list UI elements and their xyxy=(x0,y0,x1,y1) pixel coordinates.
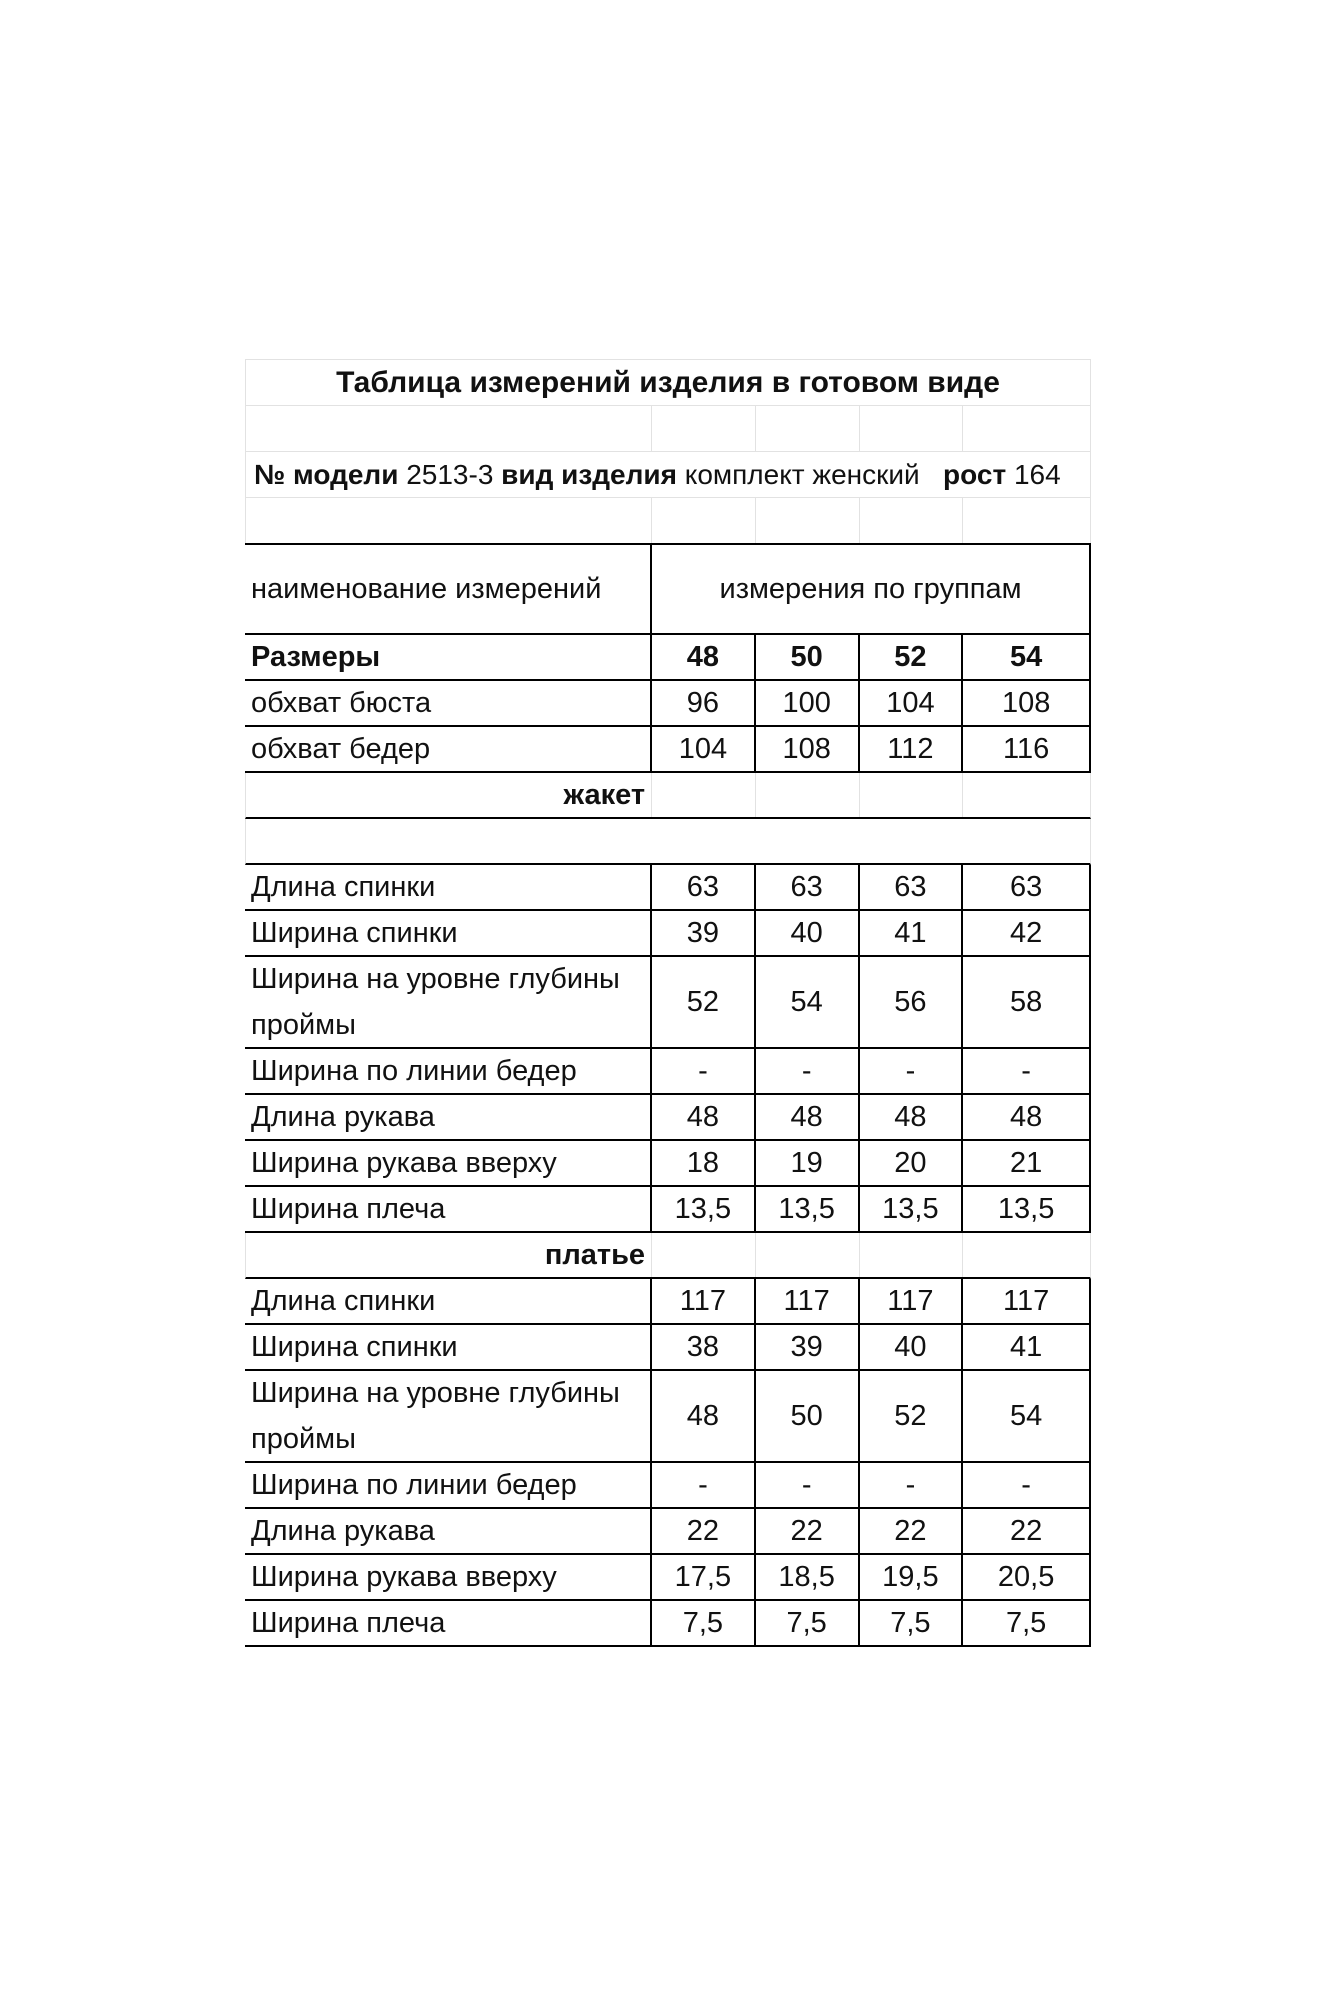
jacket-row xyxy=(245,1049,1091,1095)
value-cell: 104 xyxy=(858,681,962,725)
value-cell: 52 xyxy=(858,1371,962,1461)
value-cell: 63 xyxy=(858,865,962,909)
jacket-row xyxy=(245,957,1091,1049)
model-label: № модели xyxy=(254,458,399,490)
row-label: Длина спинки xyxy=(251,1284,436,1317)
value-cell: 117 xyxy=(754,1279,858,1323)
value-cell: 104 xyxy=(650,727,754,771)
value-cell: - xyxy=(858,1049,962,1093)
row-label: Ширина спинки xyxy=(251,1330,458,1363)
value-cell: 50 xyxy=(754,635,858,679)
value-cell: 18 xyxy=(650,1141,754,1185)
row-label: обхват бедер xyxy=(251,732,431,765)
value-cell: 48 xyxy=(858,1095,962,1139)
row-label: Ширина рукава вверху xyxy=(251,1560,557,1593)
dress-row xyxy=(245,1279,1091,1325)
value-cell: - xyxy=(961,1463,1089,1507)
value-cell: 116 xyxy=(961,727,1089,771)
value-cell: 40 xyxy=(858,1325,962,1369)
height-value: 164 xyxy=(1013,458,1061,490)
empty-row xyxy=(245,405,1091,451)
value-cell: 50 xyxy=(754,1371,858,1461)
value-cell: 41 xyxy=(858,911,962,955)
value-cell: 54 xyxy=(961,635,1089,679)
value-cell: 17,5 xyxy=(650,1555,754,1599)
value-cell: 48 xyxy=(650,635,754,679)
section-label: жакет xyxy=(563,778,646,811)
height-label: рост xyxy=(943,458,1007,490)
value-cell: 13,5 xyxy=(858,1187,962,1231)
table-title: Таблица измерений изделия в готовом виде xyxy=(336,365,1000,399)
value-cell: 48 xyxy=(650,1371,754,1461)
value-cell: 20,5 xyxy=(961,1555,1089,1599)
value-cell: 108 xyxy=(754,727,858,771)
row-label: Ширина по линии бедер xyxy=(251,1054,577,1087)
value-cell: 63 xyxy=(650,865,754,909)
value-cell: 7,5 xyxy=(650,1601,754,1645)
jacket-row xyxy=(245,911,1091,957)
value-cell: 20 xyxy=(858,1141,962,1185)
header-measurement-name: наименование измерений xyxy=(251,573,602,605)
title-row xyxy=(245,359,1091,405)
value-cell: 63 xyxy=(961,865,1089,909)
value-cell: 48 xyxy=(650,1095,754,1139)
dress-row xyxy=(245,1371,1091,1463)
value-cell: 7,5 xyxy=(754,1601,858,1645)
value-cell: 48 xyxy=(961,1095,1089,1139)
value-cell: 117 xyxy=(858,1279,962,1323)
value-cell: 117 xyxy=(961,1279,1089,1323)
value-cell: - xyxy=(754,1463,858,1507)
row-label: обхват бюста xyxy=(251,686,432,719)
value-cell: 108 xyxy=(961,681,1089,725)
value-cell: 56 xyxy=(858,957,962,1047)
jacket-row xyxy=(245,1095,1091,1141)
value-cell: 7,5 xyxy=(961,1601,1089,1645)
value-cell: - xyxy=(650,1463,754,1507)
value-cell: 100 xyxy=(754,681,858,725)
row-label: Размеры xyxy=(251,640,381,673)
section-label: платье xyxy=(544,1238,646,1271)
empty-row xyxy=(245,819,1091,865)
value-cell: - xyxy=(650,1049,754,1093)
value-cell: 19 xyxy=(754,1141,858,1185)
value-cell: - xyxy=(961,1049,1089,1093)
value-cell: 42 xyxy=(961,911,1089,955)
value-cell: 22 xyxy=(650,1509,754,1553)
value-cell: 21 xyxy=(961,1141,1089,1185)
body-measure-row xyxy=(245,727,1091,773)
value-cell: 58 xyxy=(961,957,1089,1047)
row-label: Ширина плеча xyxy=(251,1192,446,1225)
value-cell: 22 xyxy=(858,1509,962,1553)
value-cell: 40 xyxy=(754,911,858,955)
value-cell: 19,5 xyxy=(858,1555,962,1599)
dress-row xyxy=(245,1463,1091,1509)
section-jacket xyxy=(245,773,1091,819)
value-cell: 39 xyxy=(650,911,754,955)
jacket-row xyxy=(245,1141,1091,1187)
sizes-row xyxy=(245,635,1091,681)
value-cell: 112 xyxy=(858,727,962,771)
table-header xyxy=(245,543,1091,635)
value-cell: 117 xyxy=(650,1279,754,1323)
row-label: Ширина по линии бедер xyxy=(251,1468,577,1501)
value-cell: 39 xyxy=(754,1325,858,1369)
value-cell: 52 xyxy=(858,635,962,679)
product-type: комплект женский xyxy=(684,458,920,490)
value-cell: 41 xyxy=(961,1325,1089,1369)
row-label: Ширина на уровне глубины проймы xyxy=(251,1377,620,1455)
dress-row xyxy=(245,1509,1091,1555)
value-cell: 13,5 xyxy=(650,1187,754,1231)
value-cell: 18,5 xyxy=(754,1555,858,1599)
model-number: 2513-3 xyxy=(406,458,494,490)
value-cell: 13,5 xyxy=(754,1187,858,1231)
model-info xyxy=(246,452,1090,497)
value-cell: - xyxy=(858,1463,962,1507)
value-cell: 52 xyxy=(650,957,754,1047)
row-label: Ширина на уровне глубины проймы xyxy=(251,963,620,1041)
value-cell: 54 xyxy=(754,957,858,1047)
model-info-row xyxy=(245,451,1091,497)
row-label: Длина рукава xyxy=(251,1100,435,1133)
product-type-label: вид изделия xyxy=(501,458,677,490)
jacket-row xyxy=(245,865,1091,911)
body-measure-row xyxy=(245,681,1091,727)
value-cell: 63 xyxy=(754,865,858,909)
value-cell: 48 xyxy=(754,1095,858,1139)
row-label: Ширина плеча xyxy=(251,1606,446,1639)
value-cell: 7,5 xyxy=(858,1601,962,1645)
dress-row xyxy=(245,1601,1091,1647)
jacket-row xyxy=(245,1187,1091,1233)
measurement-sheet xyxy=(245,359,1091,1647)
value-cell: 13,5 xyxy=(961,1187,1089,1231)
value-cell: 96 xyxy=(650,681,754,725)
row-label: Длина спинки xyxy=(251,870,436,903)
section-dress xyxy=(245,1233,1091,1279)
empty-row xyxy=(245,497,1091,543)
row-label: Длина рукава xyxy=(251,1514,435,1547)
dress-row xyxy=(245,1555,1091,1601)
value-cell: 22 xyxy=(961,1509,1089,1553)
value-cell: 54 xyxy=(961,1371,1089,1461)
dress-row xyxy=(245,1325,1091,1371)
value-cell: - xyxy=(754,1049,858,1093)
value-cell: 38 xyxy=(650,1325,754,1369)
row-label: Ширина рукава вверху xyxy=(251,1146,557,1179)
row-label: Ширина спинки xyxy=(251,916,458,949)
value-cell: 22 xyxy=(754,1509,858,1553)
header-groups: измерения по группам xyxy=(650,545,1089,633)
